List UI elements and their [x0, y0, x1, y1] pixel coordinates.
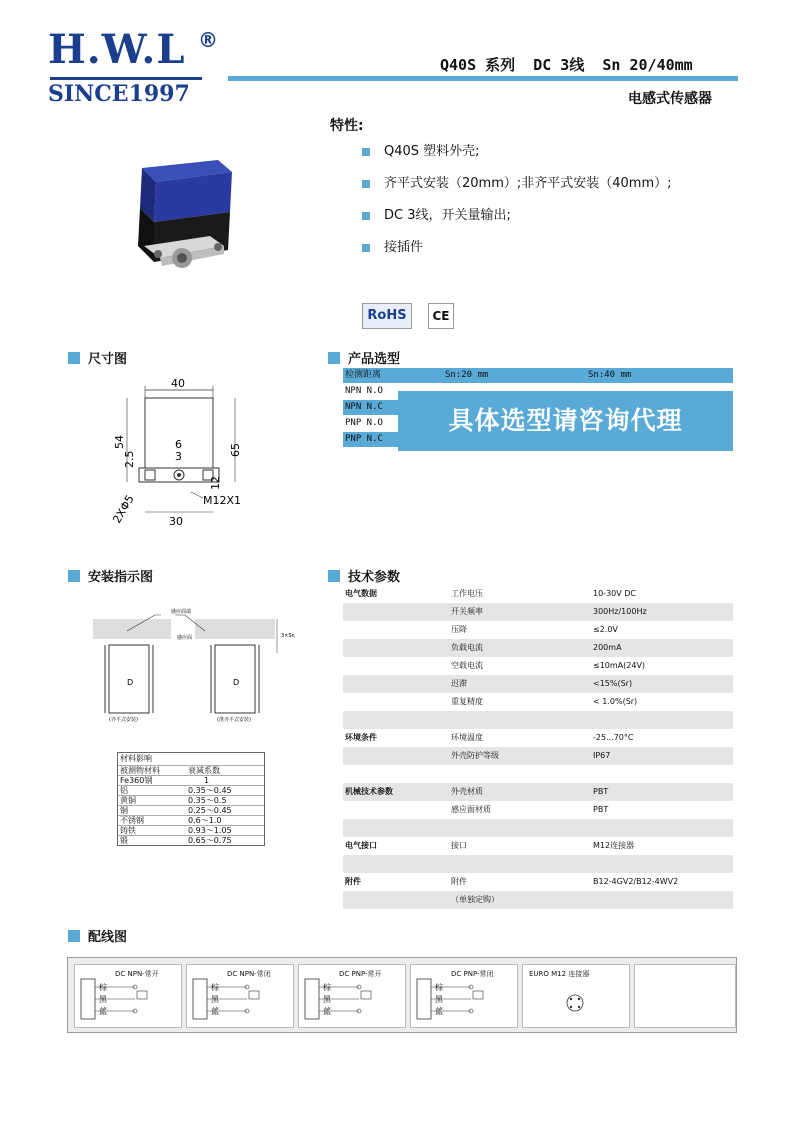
tech-cell: 300Hz/100Hz [593, 607, 647, 616]
wire-color-label: 棕 [323, 983, 331, 992]
wiring-title: DC NPN-常闭 [227, 970, 271, 978]
tech-cell: -25...70°C [593, 733, 634, 742]
tech-cell: 机械技术参数 [345, 787, 393, 796]
feature-item: Q40S 塑料外壳; [362, 144, 672, 176]
wire-color-label: 蓝 [99, 1007, 107, 1016]
dim-m12: M12X1 [203, 494, 242, 507]
feature-item: DC 3线，开关量输出; [362, 208, 672, 240]
tech-cell: 附件 [345, 877, 361, 886]
tech-row [343, 603, 733, 621]
tech-cell: 电气数据 [345, 589, 377, 598]
cell: 0.25～0.45 [188, 806, 232, 815]
brand-logo: H.W.L [48, 26, 186, 73]
section-install: 安装指示图 [68, 566, 153, 585]
tech-cell: B12-4GV2/B12-4WV2 [593, 877, 679, 886]
tech-row [343, 675, 733, 693]
label-sensing-face: 感应面 [177, 635, 193, 641]
header-cell: Sn:40 mm [588, 370, 632, 380]
dim-height-65: 65 [229, 443, 242, 457]
tech-cell: IP67 [593, 751, 611, 760]
tech-cell: 10-30V DC [593, 589, 637, 598]
dim-2-5: 2.5 [123, 450, 136, 468]
cell: 0.6～1.0 [188, 816, 222, 825]
cell: Fe360钢 [120, 776, 153, 785]
tech-cell: 迟滞 [451, 679, 467, 688]
ce-badge: CE [428, 303, 454, 329]
rohs-badge: RoHS [362, 303, 412, 329]
tech-cell: 压降 [451, 625, 467, 634]
tech-cell: ≤2.0V [593, 625, 618, 634]
tech-cell: M12连接器 [593, 841, 635, 850]
cell: 0.65～0.75 [188, 836, 232, 845]
label-sensing-end: 感应面端 [171, 609, 192, 615]
tech-row [343, 765, 733, 783]
header-cell: 衰减系数 [188, 766, 220, 775]
tech-row [343, 801, 733, 819]
wiring-title: EURO M12 连接器 [529, 970, 590, 978]
tech-row [343, 711, 733, 729]
selection-header [343, 368, 733, 384]
wire-color-label: 蓝 [435, 1007, 443, 1016]
cell: 1 [204, 776, 210, 785]
section-dimensions: 尺寸图 [68, 348, 127, 367]
tech-row [343, 873, 733, 891]
tech-row [343, 747, 733, 765]
tech-row [343, 621, 733, 639]
tech-cell: 工作电压 [451, 589, 483, 598]
tech-cell: PBT [593, 787, 609, 796]
wire-color-label: 蓝 [323, 1007, 331, 1016]
material-row [118, 806, 264, 816]
wire-color-label: 黑 [211, 995, 219, 1004]
selection-note: 具体选型请咨询代理 [398, 391, 733, 451]
tech-cell: 电气接口 [345, 841, 377, 850]
wiring-diagram [74, 964, 182, 1028]
tech-cell: 环境温度 [451, 733, 483, 742]
dim-3: 3 [175, 450, 182, 463]
section-wiring: 配线图 [68, 926, 127, 945]
material-row [118, 836, 264, 845]
tech-row [343, 891, 733, 909]
tech-cell: ≤10mA(24V) [593, 661, 646, 670]
tech-row [343, 657, 733, 675]
tech-cell: 外壳防护等级 [451, 751, 499, 760]
features-title: 特性: [330, 118, 364, 134]
header-cell: 被测物材料 [120, 766, 160, 775]
tech-cell: <15%(Sr) [593, 679, 633, 688]
wire-color-label: 黑 [323, 995, 331, 1004]
tech-cell: < 1.0%(Sr) [593, 697, 638, 706]
wiring-diagram [186, 964, 294, 1028]
product-photo [120, 150, 250, 285]
dim-height-54: 54 [113, 435, 126, 449]
brand-since: SINCE1997 [48, 81, 190, 107]
dim-6: 6 [175, 438, 182, 451]
tech-cell: 200mA [593, 643, 622, 652]
tech-row [343, 729, 733, 747]
wiring-schematic [299, 965, 403, 1025]
header-cell: Sn:20 mm [445, 370, 489, 380]
tech-cell: 接口 [451, 841, 467, 850]
wire-color-label: 棕 [435, 983, 443, 992]
header-rule [228, 76, 738, 81]
wire-color-label: 棕 [211, 983, 219, 992]
tech-row [343, 783, 733, 801]
wire-color-label: 黑 [99, 995, 107, 1004]
header-cell: 检测距离 [345, 370, 382, 380]
wiring-strip [67, 957, 737, 1033]
wiring-title: DC NPN-常开 [115, 970, 159, 978]
dimension-drawing [105, 374, 255, 534]
cell: 铜 [120, 806, 128, 815]
tech-cell: 环境条件 [345, 733, 377, 742]
cell: 铸铁 [120, 826, 136, 835]
m12-connector-icon [523, 965, 627, 1025]
cell: 0.35～0.45 [188, 786, 232, 795]
tech-row [343, 855, 733, 873]
logo-divider [50, 77, 202, 80]
tech-cell: 重复精度 [451, 697, 483, 706]
cell: 0.35～0.5 [188, 796, 227, 805]
tech-cell: 外壳材质 [451, 787, 483, 796]
cell: 黄铜 [120, 796, 136, 805]
tech-row [343, 585, 733, 603]
wiring-diagram [298, 964, 406, 1028]
dim-width-30: 30 [169, 515, 183, 528]
row-label: PNP N.O [345, 418, 383, 428]
wiring-diagram [410, 964, 518, 1028]
material-row [118, 826, 264, 836]
row-label: NPN N.C [345, 402, 383, 412]
material-row [118, 776, 264, 786]
cell: 铝 [120, 786, 128, 795]
row-label: NPN N.O [345, 386, 383, 396]
wiring-diagram [522, 964, 630, 1028]
row-label: PNP N.C [345, 434, 383, 444]
page-subtitle: 电感式传感器 [628, 91, 712, 107]
dim-width-40: 40 [171, 377, 185, 390]
material-table [117, 752, 265, 846]
feature-item: 接插件 [362, 240, 672, 272]
table-title: 材料影响 [120, 754, 152, 763]
label-3sn: 3×Sn [281, 633, 295, 639]
install-diagram [85, 605, 295, 725]
tech-row [343, 819, 733, 837]
label-nonflush: (准齐平式安装) [217, 717, 251, 723]
material-title [118, 753, 264, 766]
cell: 锻 [120, 836, 128, 845]
material-row [118, 816, 264, 826]
tech-cell: 空载电流 [451, 661, 483, 670]
registered-mark: ® [198, 28, 218, 52]
tech-cell: 附件 [451, 877, 467, 886]
tech-cell: 感应面材质 [451, 805, 491, 814]
features-list [362, 144, 672, 272]
wire-color-label: 蓝 [211, 1007, 219, 1016]
wiring-title: DC PNP-常开 [339, 970, 382, 978]
material-row [118, 796, 264, 806]
tech-table [343, 585, 733, 909]
dim-holes: 2XΦ5 [110, 492, 137, 526]
tech-row [343, 693, 733, 711]
dim-12: 12 [209, 476, 222, 490]
page-title: Q40S 系列 DC 3线 Sn 20/40mm [440, 56, 693, 74]
tech-row [343, 837, 733, 855]
wiring-schematic [75, 965, 179, 1025]
wiring-title: DC PNP-常闭 [451, 970, 494, 978]
tech-row [343, 639, 733, 657]
cell: 0.93～1.05 [188, 826, 232, 835]
material-header [118, 766, 264, 776]
feature-item: 齐平式安装（20mm）;非齐平式安装（40mm）; [362, 176, 672, 208]
wiring-empty-panel [634, 964, 736, 1028]
section-selection: 产品选型 [328, 348, 400, 367]
wire-color-label: 黑 [435, 995, 443, 1004]
wiring-schematic [187, 965, 291, 1025]
tech-cell: 负载电流 [451, 643, 483, 652]
section-tech: 技术参数 [328, 566, 400, 585]
material-row [118, 786, 264, 796]
tech-cell: （单独定购） [451, 895, 499, 904]
tech-cell: PBT [593, 805, 609, 814]
wire-color-label: 棕 [99, 983, 107, 992]
label-d-nonflush: D [233, 678, 240, 687]
label-d-flush: D [127, 678, 134, 687]
cell: 不锈钢 [120, 816, 144, 825]
label-flush: (齐平式安装) [109, 717, 138, 723]
tech-cell: 开关频率 [451, 607, 483, 616]
wiring-schematic [411, 965, 515, 1025]
